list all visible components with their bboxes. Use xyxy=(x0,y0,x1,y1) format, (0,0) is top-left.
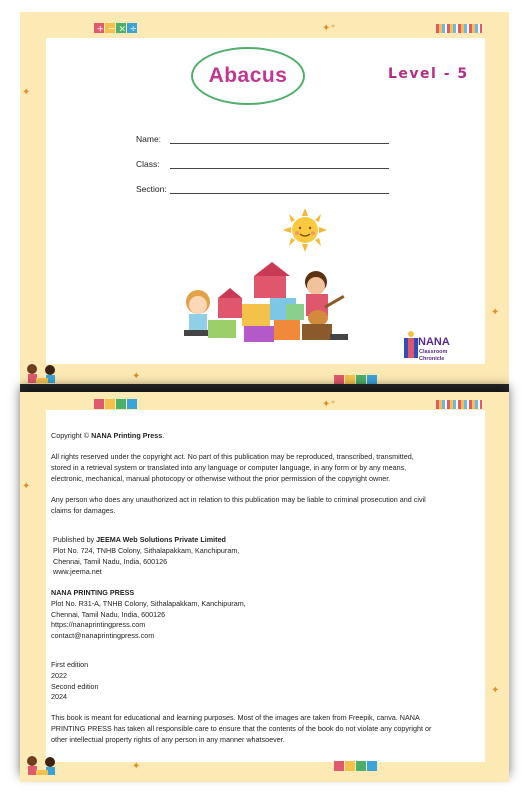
sun-icon xyxy=(281,208,329,252)
sparkle-icon: ✦ xyxy=(132,371,141,382)
math-symbols-icon xyxy=(334,760,378,773)
printer-name: NANA PRINTING PRESS xyxy=(51,588,135,597)
section-field-label: Section: xyxy=(136,184,167,194)
printer-website[interactable]: https://nanaprintingpress.com xyxy=(51,620,146,630)
name-field-label: Name: xyxy=(136,134,162,144)
svg-text:÷: ÷ xyxy=(129,24,138,35)
kids-reading-icon xyxy=(22,362,66,386)
sparkle-icon: ✦⁺ xyxy=(322,23,336,34)
copyright-line: Copyright © NANA Printing Press. xyxy=(51,431,165,440)
copyright-owner: NANA Printing Press xyxy=(91,431,163,440)
pencil-stripe-decoration xyxy=(436,400,482,409)
kids-reading-icon xyxy=(22,754,66,778)
sparkle-icon: ✦⁺ xyxy=(322,399,336,410)
pencil-stripe-decoration xyxy=(436,24,482,33)
printer-email[interactable]: contact@nanaprintingpress.com xyxy=(51,631,155,641)
printer-block: NANA PRINTING PRESS Plot No. R31-A, TNHB Colony, Sithalapakkam, Kanchipuram, Chennai, Tamil Nadu, India, 600126 https://nanaprintingpress.com contact@nanaprintingpress.com xyxy=(51,588,246,641)
sparkle-icon: ✦ xyxy=(491,685,500,696)
sparkle-icon: ✦ xyxy=(132,761,141,772)
name-field-line[interactable] xyxy=(170,143,389,144)
editions-block: First edition 2022 Second edition 2024 xyxy=(51,660,99,702)
book-title: Abacus xyxy=(208,64,288,87)
sparkle-icon: ✦ xyxy=(22,481,31,492)
kids-with-blocks-illustration xyxy=(162,258,358,350)
math-symbols-icon xyxy=(94,398,138,411)
svg-text:×: × xyxy=(118,24,127,35)
svg-text:−: − xyxy=(107,24,116,35)
math-symbols-icon xyxy=(94,22,138,35)
class-field-label: Class: xyxy=(136,159,160,169)
publisher-block: Published by JEEMA Web Solutions Private Limited Plot No. 724, TNHB Colony, Sithalapakkam, Kanchipuram, Chennai, Tamil Nadu, India, 600126 www.jeema.net xyxy=(53,535,240,577)
disclaimer-paragraph: This book is meant for educational and learning purposes. Most of the images are taken from Freepik, canva. NANA PRINTING PRESS has taken all responsible care to ensure that the contents of the book do not violate any copyright or other intellectual property rights of any person in any manner whatsoever. xyxy=(51,713,432,744)
section-field-line[interactable] xyxy=(170,193,389,194)
level-label: Level - 5 xyxy=(388,66,469,82)
sparkle-icon: ✦ xyxy=(22,87,31,98)
logo-brand: NANA xyxy=(418,336,450,348)
sparkle-icon: ✦ xyxy=(491,307,500,318)
nana-logo-icon xyxy=(404,330,418,358)
publisher-website[interactable]: www.jeema.net xyxy=(53,567,102,577)
rights-paragraph: All rights reserved under the copyright act. No part of this publication may be reproduced, transcribed, transmitted, stored in a retrieval system or translated into any language or computer language, in any form or by any means, electronic, mechanical, manual photocopy or otherwise without the prior permission of the copyright owner. xyxy=(51,452,414,483)
logo-tagline: Classroom Chronicle xyxy=(419,349,448,362)
page-divider xyxy=(20,384,509,392)
class-field-line[interactable] xyxy=(170,168,389,169)
liability-paragraph: Any person who does any unauthorized act in relation to this publication may be liable to criminal prosecution and civil claims for damages. xyxy=(51,495,426,515)
svg-text:+: + xyxy=(96,24,105,35)
publisher-name: JEEMA Web Solutions Private Limited xyxy=(96,535,226,544)
title-oval xyxy=(191,47,305,105)
